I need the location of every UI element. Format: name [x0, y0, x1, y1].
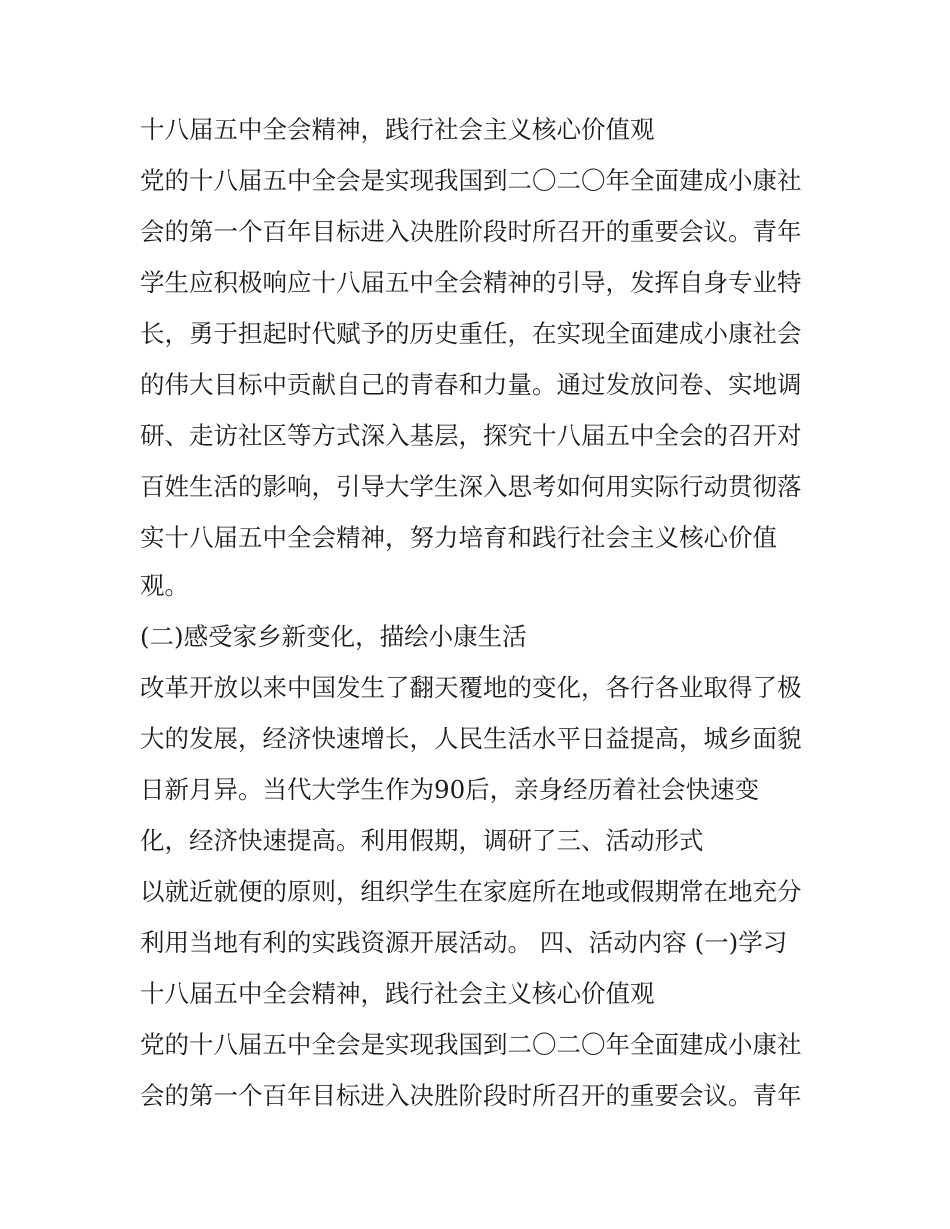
text-line: 十八届五中全会精神，践行社会主义核心价值观 [140, 115, 655, 144]
text-line: 大的发展，经济快速增长，人民生活水平日益提高，城乡面貌 [140, 724, 802, 753]
text-line: 化，经济快速提高。利用假期，调研了三、活动形式 [140, 826, 704, 855]
text-line: 党的十八届五中全会是实现我国到二〇二〇年全面建成小康社 [140, 166, 802, 195]
text-line: 会的第一个百年目标进入决胜阶段时所召开的重要会议。青年 [140, 217, 802, 246]
text-line: 观。 [140, 571, 189, 600]
text-line: 的伟大目标中贡献自己的青春和力量。通过发放问卷、实地调 [140, 370, 802, 399]
text-line: 会的第一个百年目标进入决胜阶段时所召开的重要会议。青年 [140, 1081, 802, 1110]
text-line: 长，勇于担起时代赋予的历史重任，在实现全面建成小康社会 [140, 319, 802, 348]
text-line: 利用当地有利的实践资源开展活动。 四、活动内容 (一)学习 [140, 928, 788, 957]
text-line: 以就近就便的原则，组织学生在家庭所在地或假期常在地充分 [140, 877, 802, 906]
text-line: 研、走访社区等方式深入基层，探究十八届五中全会的召开对 [140, 421, 802, 450]
text-line: 十八届五中全会精神，践行社会主义核心价值观 [140, 979, 655, 1008]
text-line: 党的十八届五中全会是实现我国到二〇二〇年全面建成小康社 [140, 1030, 802, 1059]
text-line: 学生应积极响应十八届五中全会精神的引导，发挥自身专业特 [140, 268, 802, 297]
text-line: 改革开放以来中国发生了翻天覆地的变化，各行各业取得了极 [140, 673, 802, 702]
text-line: 实十八届五中全会精神，努力培育和践行社会主义核心价值 [140, 523, 777, 552]
text-line: 日新月异。当代大学生作为90后，亲身经历着社会快速变 [140, 775, 760, 804]
text-line: 百姓生活的影响，引导大学生深入思考如何用实际行动贯彻落 [140, 472, 802, 501]
section-heading: (二)感受家乡新变化，描绘小康生活 [140, 622, 527, 651]
